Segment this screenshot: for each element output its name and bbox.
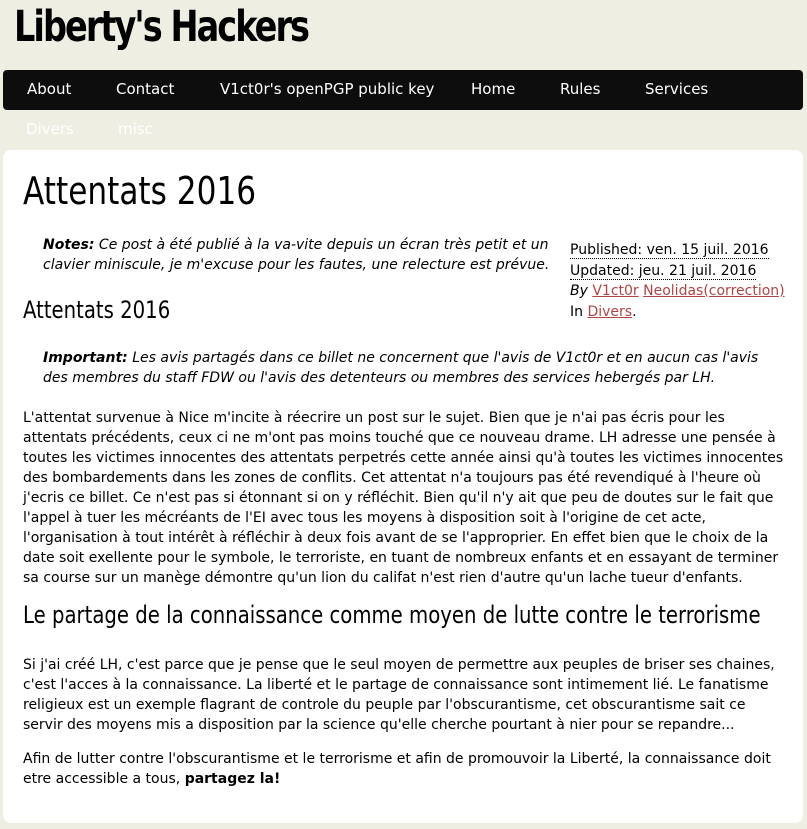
- important-block: [43, 348, 783, 388]
- category-period: .: [632, 303, 637, 320]
- category-link[interactable]: Divers: [587, 303, 633, 320]
- post-metadata: [570, 240, 790, 322]
- note-text: Ce post à été publié à la va-vite depuis un écran très petit et un clavier miniscule, je m'excuse pour les fautes, une relecture est prévue.: [43, 237, 550, 273]
- corrector-link[interactable]: Neolidas(correction): [643, 283, 785, 299]
- section-heading-attentats: Attentats 2016: [23, 296, 171, 324]
- important-label: Important:: [43, 350, 128, 366]
- article-container: [3, 150, 803, 823]
- note-block: [43, 235, 551, 275]
- paragraph-3-text: Afin de lutter contre l'obscurantisme et le terrorisme et afin de promouvoir la Liberté, la connaissance doit etre accessible a tous,: [23, 751, 771, 787]
- article-paragraph-1: L'attentat survenue à Nice m'incite à réecrire un post sur le sujet. Bien que je n'ai pas écris pour les attentats précédents, ceux ci ne m'ont pas moins touché que ce nouveau drame. LH adresse une pensée à toutes les victimes innocentes des attentats perpetrés cette année ainsi qu'à toutes les victimes innocentes des bombardements dans les zones de conflits. Cet attentat n'a toujours pas été revendiqué à l'heure où j'ecris ce billet. Ce n'est pas si étonnant si on y réfléchit. Bien qu'il n'y ait que peu de doutes sur le fait que l'appel à tuer les mécréants de l'EI avec tous les moyens à disposition soit à l'origine de cet acte, l'organisation à tout intérêt à réfléchir à deux fois avant de se l'approprier. En effet bien que le choix de la date soit exellente pour le symbole, le terroriste, en tuant de nombreux enfants et en essayant de terminer sa course sur un manège démontre qu'un lion du califat n'est rien d'autre qu'un lache tueur d'enfants.: [23, 410, 784, 586]
- important-text: Les avis partagés dans ce billet ne concernent que l'avis de V1ct0r et en aucun cas l'avis des membres du staff FDW ou l'avis des detenteurs ou membres des services hebergés par LH.: [43, 350, 759, 386]
- updated-date: Updated: jeu. 21 juil. 2016: [570, 262, 757, 279]
- main-navigation: [3, 70, 803, 138]
- section-heading-partage: Le partage de la connaissance comme moyen de lutte contre le terrorisme: [23, 601, 761, 629]
- nav-item-services[interactable]: Services: [645, 80, 709, 98]
- note-label: Notes:: [43, 237, 95, 253]
- nav-item-divers[interactable]: Divers: [26, 120, 74, 138]
- article-paragraph-3: [23, 749, 785, 789]
- nav-item-rules[interactable]: Rules: [560, 80, 601, 98]
- nav-item-misc[interactable]: misc: [118, 120, 153, 138]
- site-title[interactable]: Liberty's Hackers: [14, 2, 309, 52]
- nav-item-contact[interactable]: Contact: [116, 80, 175, 98]
- by-label: By: [570, 283, 588, 299]
- in-label: In: [570, 303, 584, 320]
- nav-item-about[interactable]: About: [27, 80, 72, 98]
- published-date: Published: ven. 15 juil. 2016: [570, 242, 769, 258]
- nav-item-home[interactable]: Home: [471, 80, 516, 98]
- article-paragraph-2: Si j'ai créé LH, c'est parce que je pense que le seul moyen de permettre aux peuples de briser ses chaines, c'est l'acces à la connaissance. La liberté et le partage de connaissance sont intimement lié. Le fanatisme religieux est un exemple flagrant de controle du peuple par l'obscurantisme, cet obscurantisme sait ce servir des moyens mis a disposition par la science qu'elle cherche pourtant à nier pour se repandre...: [23, 657, 775, 733]
- article-title: Attentats 2016: [23, 169, 257, 213]
- author-link[interactable]: V1ct0r: [592, 283, 639, 299]
- nav-item-pgp-key[interactable]: V1ct0r's openPGP public key: [220, 80, 435, 98]
- paragraph-3-emphasis: partagez la!: [184, 771, 281, 787]
